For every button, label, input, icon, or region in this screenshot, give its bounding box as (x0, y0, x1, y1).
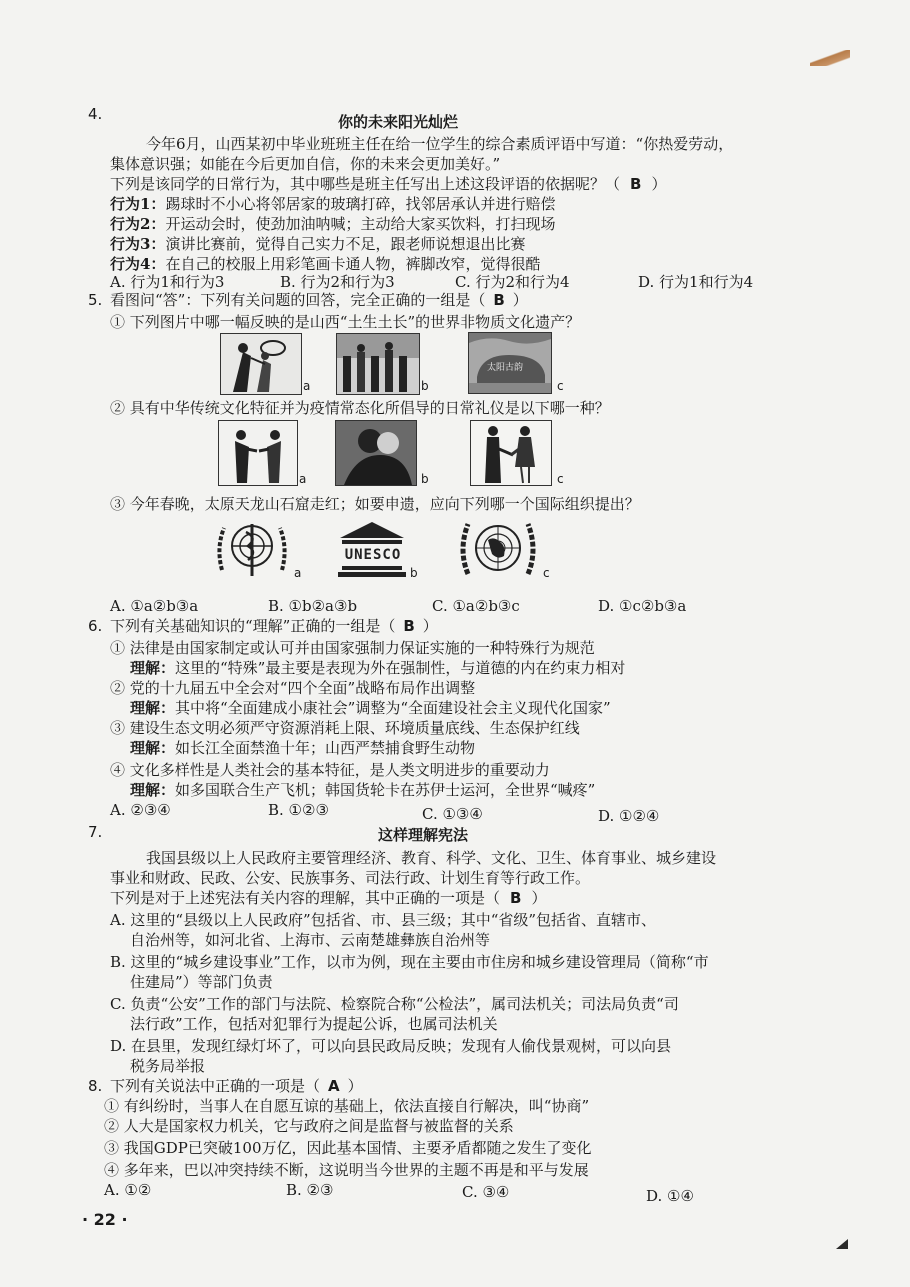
q4-option-b: B. 行为2和行为3 (280, 273, 395, 291)
logo-label-c: c (543, 566, 550, 580)
q7-option-d-line2: 税务局举报 (130, 1057, 206, 1075)
q4-option-d: D. 行为1和行为4 (638, 273, 754, 291)
q5-sub-2: ② 具有中华传统文化特征并为疫情常态化所倡导的日常礼仪是以下哪一种？ (110, 399, 610, 417)
q6-understanding-2: 理解：其中将“全面建成小康社会”调整为“全面建设社会主义现代化国家” (130, 699, 611, 717)
q6-item-4: ④ 文化多样性是人类社会的基本特征，是人类文明进步的重要动力 (110, 761, 550, 779)
q8-item-3: ③ 我国GDP已突破100万亿，因此基本国情、主要矛盾都随之发生了变化 (104, 1139, 592, 1157)
q7-option-c-line1: C. 负责“公安”工作的部门与法院、检察院合称“公检法”，属司法机关；司法局负责“司 (110, 995, 679, 1013)
q7-title: 这样理解宪法 (378, 826, 469, 844)
q5-number: 5. (88, 291, 103, 309)
pic2-label-b: b (421, 472, 429, 486)
q4-option-a: A. 行为1和行为3 (110, 273, 225, 291)
q4-behavior-4: 行为4：在自己的校服上用彩笔画卡通人物，裤脚改窄，觉得很酷 (110, 255, 541, 273)
handshake-photo (470, 420, 552, 486)
q8-option-c: C. ③④ (462, 1183, 510, 1201)
logo-label-a: a (294, 566, 302, 580)
q4-behavior-3: 行为3：演讲比赛前，觉得自己实力不足，跟老师说想退出比赛 (110, 235, 526, 253)
pic1-label-c: c (557, 379, 564, 393)
q5-option-b: B. ①b②a③b (268, 597, 358, 615)
bowing-greeting-photo (218, 420, 298, 486)
q4-behavior-1: 行为1：踢球时不小心将邻居家的玻璃打碎，找邻居承认并进行赔偿 (110, 195, 556, 213)
q4-answer: B (630, 175, 642, 193)
q4-number: 4. (88, 105, 103, 123)
q6-understanding-1: 理解：这里的“特殊”最主要是表现为外在强制性，与道德的内在约束力相对 (130, 659, 626, 677)
q4-title: 你的未来阳光灿烂 (338, 113, 459, 131)
pic1-label-a: a (303, 379, 311, 393)
q6-understanding-3: 理解：如长江全面禁渔十年；山西严禁捕食野生动物 (130, 739, 476, 757)
q8-option-a: A. ①② (104, 1181, 152, 1199)
q5-sub-1: ① 下列图片中哪一幅反映的是山西“土生土长”的世界非物质文化遗产？ (110, 313, 581, 331)
q7-option-b-line2: 住建局”）等部门负责 (130, 973, 273, 991)
q7-passage-line2: 事业和财政、民政、公安、民族事务、司法行政、计划生育等行政工作。 (110, 869, 591, 887)
logo-label-b: b (410, 566, 418, 580)
hug-greeting-photo (335, 420, 417, 486)
q6-item-1: ① 法律是由国家制定或认可并由国家强制力保证实施的一种特殊行为规范 (110, 639, 595, 657)
folk-dance-photo (336, 333, 420, 395)
opera-photo (220, 333, 302, 395)
stone-inscription: 太阳古韵 (487, 363, 524, 373)
q5-sub-3: ③ 今年春晚，太原天龙山石窟走红；如要申遗，应向下列哪一个国际组织提出？ (110, 495, 640, 513)
paper-corner-mark (836, 1239, 848, 1249)
q8-item-1: ① 有纠纷时，当事人在自愿互谅的基础上，依法直接自行解决，叫“协商” (104, 1097, 590, 1115)
q5-option-d: D. ①c②b③a (598, 597, 687, 615)
q8-question: 下列有关说法中正确的一项是（ A ） (110, 1077, 363, 1095)
unesco-text: UNESCO (344, 547, 402, 563)
q5-answer: B (493, 291, 505, 309)
q4-passage-line2: 集体意识强；如能在今后更加自信，你的未来会更加美好。” (110, 155, 501, 173)
pic2-label-c: c (557, 472, 564, 486)
q6-option-c: C. ①③④ (422, 805, 483, 823)
q6-answer: B (403, 617, 415, 635)
q6-number: 6. (88, 617, 103, 635)
q7-answer: B (510, 889, 522, 907)
q7-option-d-line1: D. 在县里，发现红绿灯坏了，可以向县民政局反映；发现有人偷伐景观树，可以向县 (110, 1037, 672, 1055)
q7-option-a-line1: A. 这里的“县级以上人民政府”包括省、市、县三级；其中“省级”包括省、直辖市、 (110, 911, 657, 929)
q6-option-a: A. ②③④ (110, 801, 171, 819)
q5-question: 看图问“答”：下列有关问题的回答，完全正确的一组是（ B ） (110, 291, 528, 309)
q7-passage-line1: 我国县级以上人民政府主要管理经济、教育、科学、文化、卫生、体育事业、城乡建设 (146, 849, 717, 867)
pic1-label-b: b (421, 379, 429, 393)
pic2-label-a: a (299, 472, 307, 486)
who-logo (214, 518, 290, 580)
q8-number: 8. (88, 1077, 103, 1095)
q7-number: 7. (88, 823, 103, 841)
q7-option-a-line2: 自治州等，如河北省、上海市、云南楚雄彝族自治州等 (130, 931, 491, 949)
q4-behavior-2: 行为2：开运动会时，使劲加油呐喊；主动给大家买饮料，打扫现场 (110, 215, 556, 233)
q5-option-a: A. ①a②b③a (110, 597, 199, 615)
q8-item-2: ② 人大是国家权力机关，它与政府之间是监督与被监督的关系 (104, 1117, 514, 1135)
q8-item-4: ④ 多年来，巴以冲突持续不断，这说明当今世界的主题不再是和平与发展 (104, 1161, 589, 1179)
q6-item-3: ③ 建设生态文明必须严守资源消耗上限、环境质量底线、生态保护红线 (110, 719, 580, 737)
un-logo (458, 516, 538, 582)
q8-option-b: B. ②③ (286, 1181, 334, 1199)
q6-understanding-4: 理解：如多国联合生产飞机；韩国货轮卡在苏伊士运河，全世界“喊疼” (130, 781, 596, 799)
q8-option-d: D. ①④ (646, 1187, 694, 1205)
q7-option-c-line2: 法行政”工作，包括对犯罪行为提起公诉，也属司法机关 (130, 1015, 498, 1033)
q6-item-2: ② 党的十九届五中全会对“四个全面”战略布局作出调整 (110, 679, 476, 697)
q6-question: 下列有关基础知识的“理解”正确的一组是（ B ） (110, 617, 438, 635)
paper-corner-fold (810, 50, 850, 66)
q8-answer: A (328, 1077, 340, 1095)
q5-option-c: C. ①a②b③c (432, 597, 520, 615)
q4-question: 下列是该同学的日常行为，其中哪些是班主任写出上述这段评语的依据呢？（ B ） (110, 175, 667, 193)
q4-passage-line1: 今年6月，山西某初中毕业班班主任在给一位学生的综合素质评语中写道：“你热爱劳动， (146, 135, 734, 153)
q6-option-d: D. ①②④ (598, 807, 660, 825)
unesco-logo (338, 520, 406, 578)
stone-monument-photo (468, 332, 552, 394)
q7-question: 下列是对于上述宪法有关内容的理解，其中正确的一项是（ B ） (110, 889, 547, 907)
page-number: · 22 · (82, 1210, 128, 1229)
q7-option-b-line1: B. 这里的“城乡建设事业”工作，以市为例，现在主要由市住房和城乡建设管理局（简称“市 (110, 953, 709, 971)
q6-option-b: B. ①②③ (268, 801, 329, 819)
q4-option-c: C. 行为2和行为4 (455, 273, 570, 291)
